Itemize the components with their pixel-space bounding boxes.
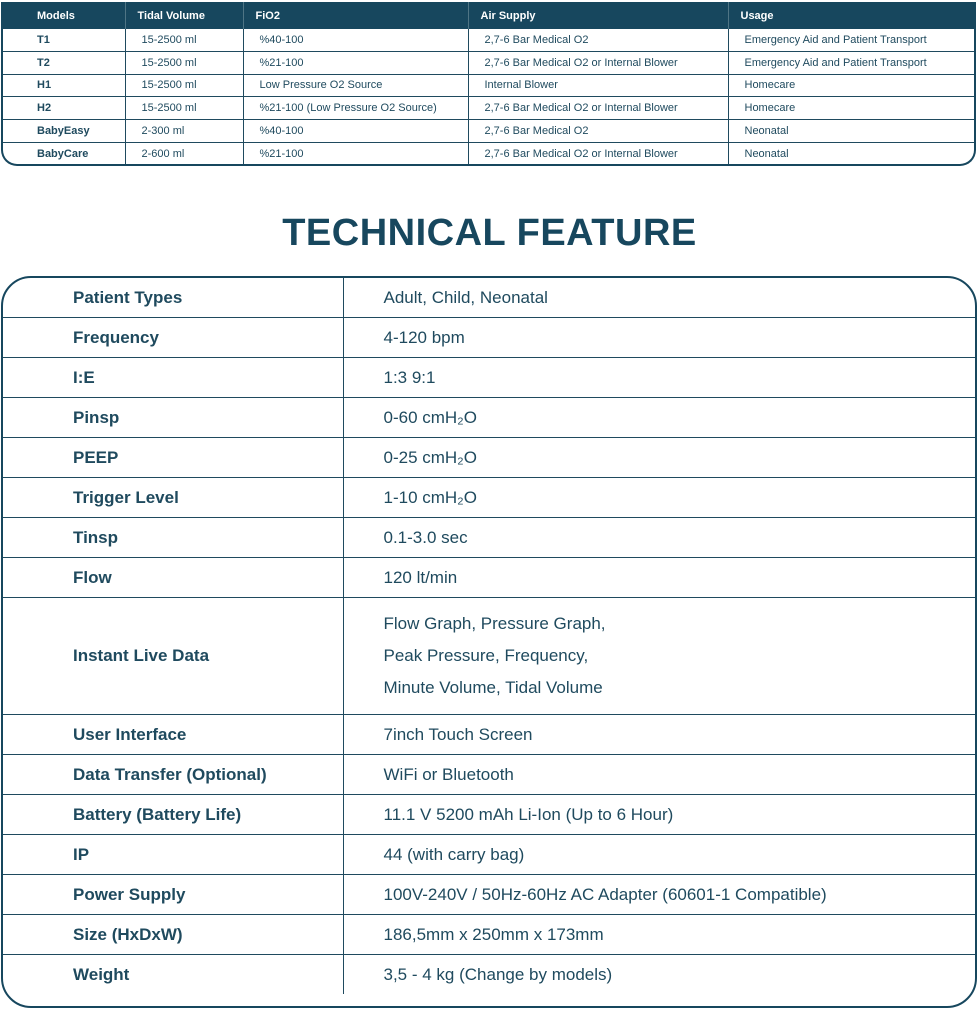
feature-value: [343, 438, 975, 478]
feature-value: [343, 795, 975, 835]
feature-label: Frequency: [3, 318, 343, 358]
models-table-cell: 2,7-6 Bar Medical O2 or Internal Blower: [468, 97, 728, 120]
feature-value-line: 0.1-3.0 sec: [383, 527, 468, 547]
feature-row: [3, 358, 975, 398]
model-name-cell: H1: [3, 74, 125, 97]
feature-row: [3, 835, 975, 875]
feature-value: [343, 915, 975, 955]
feature-value: [343, 835, 975, 875]
feature-value: [343, 518, 975, 558]
models-table-cell: Neonatal: [728, 120, 974, 143]
feature-value-line: WiFi or Bluetooth: [383, 764, 514, 784]
feature-label: Data Transfer (Optional): [3, 755, 343, 795]
models-table-row: [3, 51, 974, 74]
feature-value-line: 1:3 9:1: [383, 367, 436, 387]
feature-value-line: 3,5 - 4 kg (Change by models): [383, 964, 613, 984]
feature-value-line: 11.1 V 5200 mAh Li-Ion (Up to 6 Hour): [383, 804, 674, 824]
features-table-container: [1, 276, 977, 1008]
feature-value-line: 1-10 cmH₂O: [383, 487, 478, 507]
feature-label: Flow: [3, 558, 343, 598]
models-table-cell: 2-300 ml: [125, 120, 243, 143]
feature-label: Trigger Level: [3, 478, 343, 518]
models-table-cell: %21-100 (Low Pressure O2 Source): [243, 97, 468, 120]
feature-row: [3, 318, 975, 358]
models-table-cell: %40-100: [243, 120, 468, 143]
models-table-container: [1, 2, 976, 166]
feature-row: [3, 795, 975, 835]
section-title: TECHNICAL FEATURE: [282, 212, 697, 254]
models-table-cell: 15-2500 ml: [125, 97, 243, 120]
models-table-cell: 15-2500 ml: [125, 29, 243, 51]
feature-value-line: 0-60 cmH₂O: [383, 407, 478, 427]
models-table-cell: %40-100: [243, 29, 468, 51]
feature-value: [343, 755, 975, 795]
feature-row: [3, 478, 975, 518]
models-table-cell: 2,7-6 Bar Medical O2: [468, 120, 728, 143]
models-header-cell: Models: [3, 2, 125, 29]
feature-row: [3, 715, 975, 755]
model-name-cell: T2: [3, 51, 125, 74]
model-name-cell: H2: [3, 97, 125, 120]
models-table-cell: 2,7-6 Bar Medical O2 or Internal Blower: [468, 142, 728, 164]
models-header-cell: Air Supply: [468, 2, 728, 29]
models-table-row: [3, 29, 974, 51]
feature-value: [343, 598, 975, 715]
feature-label: I:E: [3, 358, 343, 398]
feature-value-line: Peak Pressure, Frequency,: [383, 646, 589, 665]
feature-row: [3, 755, 975, 795]
feature-value-line: Minute Volume, Tidal Volume: [383, 678, 603, 697]
feature-label: Tinsp: [3, 518, 343, 558]
feature-label: PEEP: [3, 438, 343, 478]
feature-row: [3, 278, 975, 318]
models-table-row: [3, 142, 974, 164]
models-header-cell: Tidal Volume: [125, 2, 243, 29]
feature-row: [3, 398, 975, 438]
feature-label: Patient Types: [3, 278, 343, 318]
models-table-cell: 15-2500 ml: [125, 51, 243, 74]
feature-value-line: Flow Graph, Pressure Graph,: [383, 614, 606, 633]
models-table-cell: %21-100: [243, 51, 468, 74]
feature-value-line: 4-120 bpm: [383, 327, 465, 347]
model-name-cell: T1: [3, 29, 125, 51]
models-table-cell: 2,7-6 Bar Medical O2: [468, 29, 728, 51]
feature-row: [3, 438, 975, 478]
feature-label: Instant Live Data: [3, 598, 343, 715]
models-table-header-row: [3, 2, 974, 29]
models-table-row: [3, 74, 974, 97]
model-name-cell: BabyEasy: [3, 120, 125, 143]
feature-label: User Interface: [3, 715, 343, 755]
feature-label: IP: [3, 835, 343, 875]
feature-row: [3, 558, 975, 598]
feature-label: Pinsp: [3, 398, 343, 438]
model-name-cell: BabyCare: [3, 142, 125, 164]
feature-value: [343, 358, 975, 398]
features-table-body: [3, 278, 975, 994]
feature-label: Battery (Battery Life): [3, 795, 343, 835]
models-table-cell: Internal Blower: [468, 74, 728, 97]
feature-value: [343, 955, 975, 995]
feature-label: Size (HxDxW): [3, 915, 343, 955]
feature-value-line: 120 lt/min: [383, 567, 458, 587]
features-table: [3, 278, 975, 994]
feature-row: [3, 875, 975, 915]
feature-row: [3, 598, 975, 715]
feature-value: [343, 875, 975, 915]
feature-value: [343, 478, 975, 518]
feature-row: [3, 915, 975, 955]
feature-row: [3, 955, 975, 995]
models-table-cell: Emergency Aid and Patient Transport: [728, 29, 974, 51]
feature-value-line: Adult, Child, Neonatal: [383, 287, 548, 307]
feature-value-line: 7inch Touch Screen: [383, 724, 533, 744]
models-table-cell: Low Pressure O2 Source: [243, 74, 468, 97]
feature-value-line: 186,5mm x 250mm x 173mm: [383, 924, 604, 944]
models-table-cell: %21-100: [243, 142, 468, 164]
feature-label: Weight: [3, 955, 343, 995]
models-table-cell: Neonatal: [744, 147, 789, 160]
feature-value-line: 0-25 cmH₂O: [383, 447, 478, 467]
models-table: [3, 2, 974, 165]
models-table-cell: Homecare: [728, 74, 974, 97]
feature-label: Power Supply: [3, 875, 343, 915]
models-table-cell: 2,7-6 Bar Medical O2 or Internal Blower: [468, 51, 728, 74]
models-table-row: [3, 120, 974, 143]
models-table-cell: 2-600 ml: [125, 142, 243, 164]
models-table-row: [3, 97, 974, 120]
models-header-cell: FiO2: [243, 2, 468, 29]
feature-value: [343, 558, 975, 598]
models-table-cell: Emergency Aid and Patient Transport: [728, 51, 974, 74]
models-table-body: [3, 29, 974, 165]
models-table-cell: 15-2500 ml: [125, 74, 243, 97]
feature-value: [343, 715, 975, 755]
models-table-cell: Homecare: [728, 97, 974, 120]
feature-value: [343, 318, 975, 358]
models-header-cell: Usage: [728, 2, 974, 29]
feature-value-line: 100V-240V / 50Hz-60Hz AC Adapter (60601-1 Compatible): [383, 884, 827, 904]
feature-value-line: 44 (with carry bag): [383, 844, 525, 864]
feature-row: [3, 518, 975, 558]
feature-value: [343, 278, 975, 318]
feature-value: [343, 398, 975, 438]
